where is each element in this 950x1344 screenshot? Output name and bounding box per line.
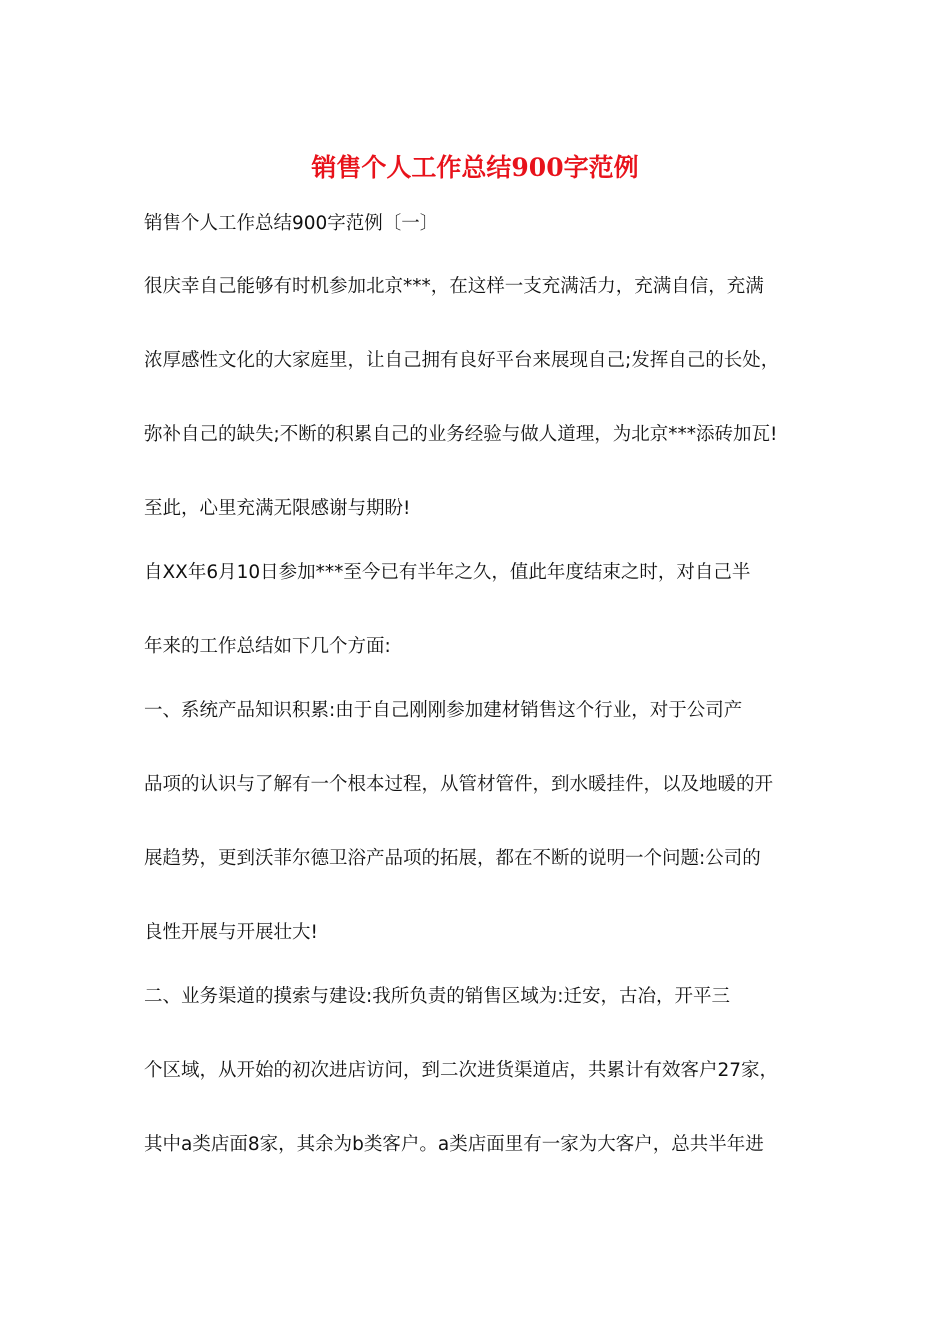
body-line: 弥补自己的缺失;不断的积累自己的业务经验与做人道理，为北京***添砖加瓦! xyxy=(144,424,778,445)
body-line: 品项的认识与了解有一个根本过程，从管材管件，到水暖挂件，以及地暖的开 xyxy=(144,774,774,795)
body-line: 展趋势，更到沃菲尔德卫浴产品项的拓展，都在不断的说明一个问题:公司的 xyxy=(144,848,761,869)
body-line: 二、业务渠道的摸索与建设:我所负责的销售区域为:迁安，古冶，开平三 xyxy=(144,986,730,1007)
body-line: 其中a类店面8家，其余为b类客户。a类店面里有一家为大客户，总共半年进 xyxy=(144,1134,764,1155)
body-line: 自XX年6月10日参加***至今已有半年之久，值此年度结束之时，对自己半 xyxy=(144,562,751,583)
body-line: 浓厚感性文化的大家庭里，让自己拥有良好平台来展现自己;发挥自己的长处， xyxy=(144,350,780,371)
body-line: 个区域，从开始的初次进店访问，到二次进货渠道店，共累计有效客户27家， xyxy=(144,1060,779,1081)
body-line: 良性开展与开展壮大! xyxy=(144,922,318,943)
body-line: 至此，心里充满无限感谢与期盼! xyxy=(144,498,411,519)
section-heading: 销售个人工作总结900字范例〔一〕 xyxy=(144,213,439,234)
body-line: 年来的工作总结如下几个方面: xyxy=(144,636,391,657)
body-line: 很庆幸自己能够有时机参加北京***，在这样一支充满活力，充满自信，充满 xyxy=(144,276,764,297)
document-title: 销售个人工作总结900字范例 xyxy=(311,153,639,182)
body-line: 一、系统产品知识积累:由于自己刚刚参加建材销售这个行业，对于公司产 xyxy=(144,700,743,721)
